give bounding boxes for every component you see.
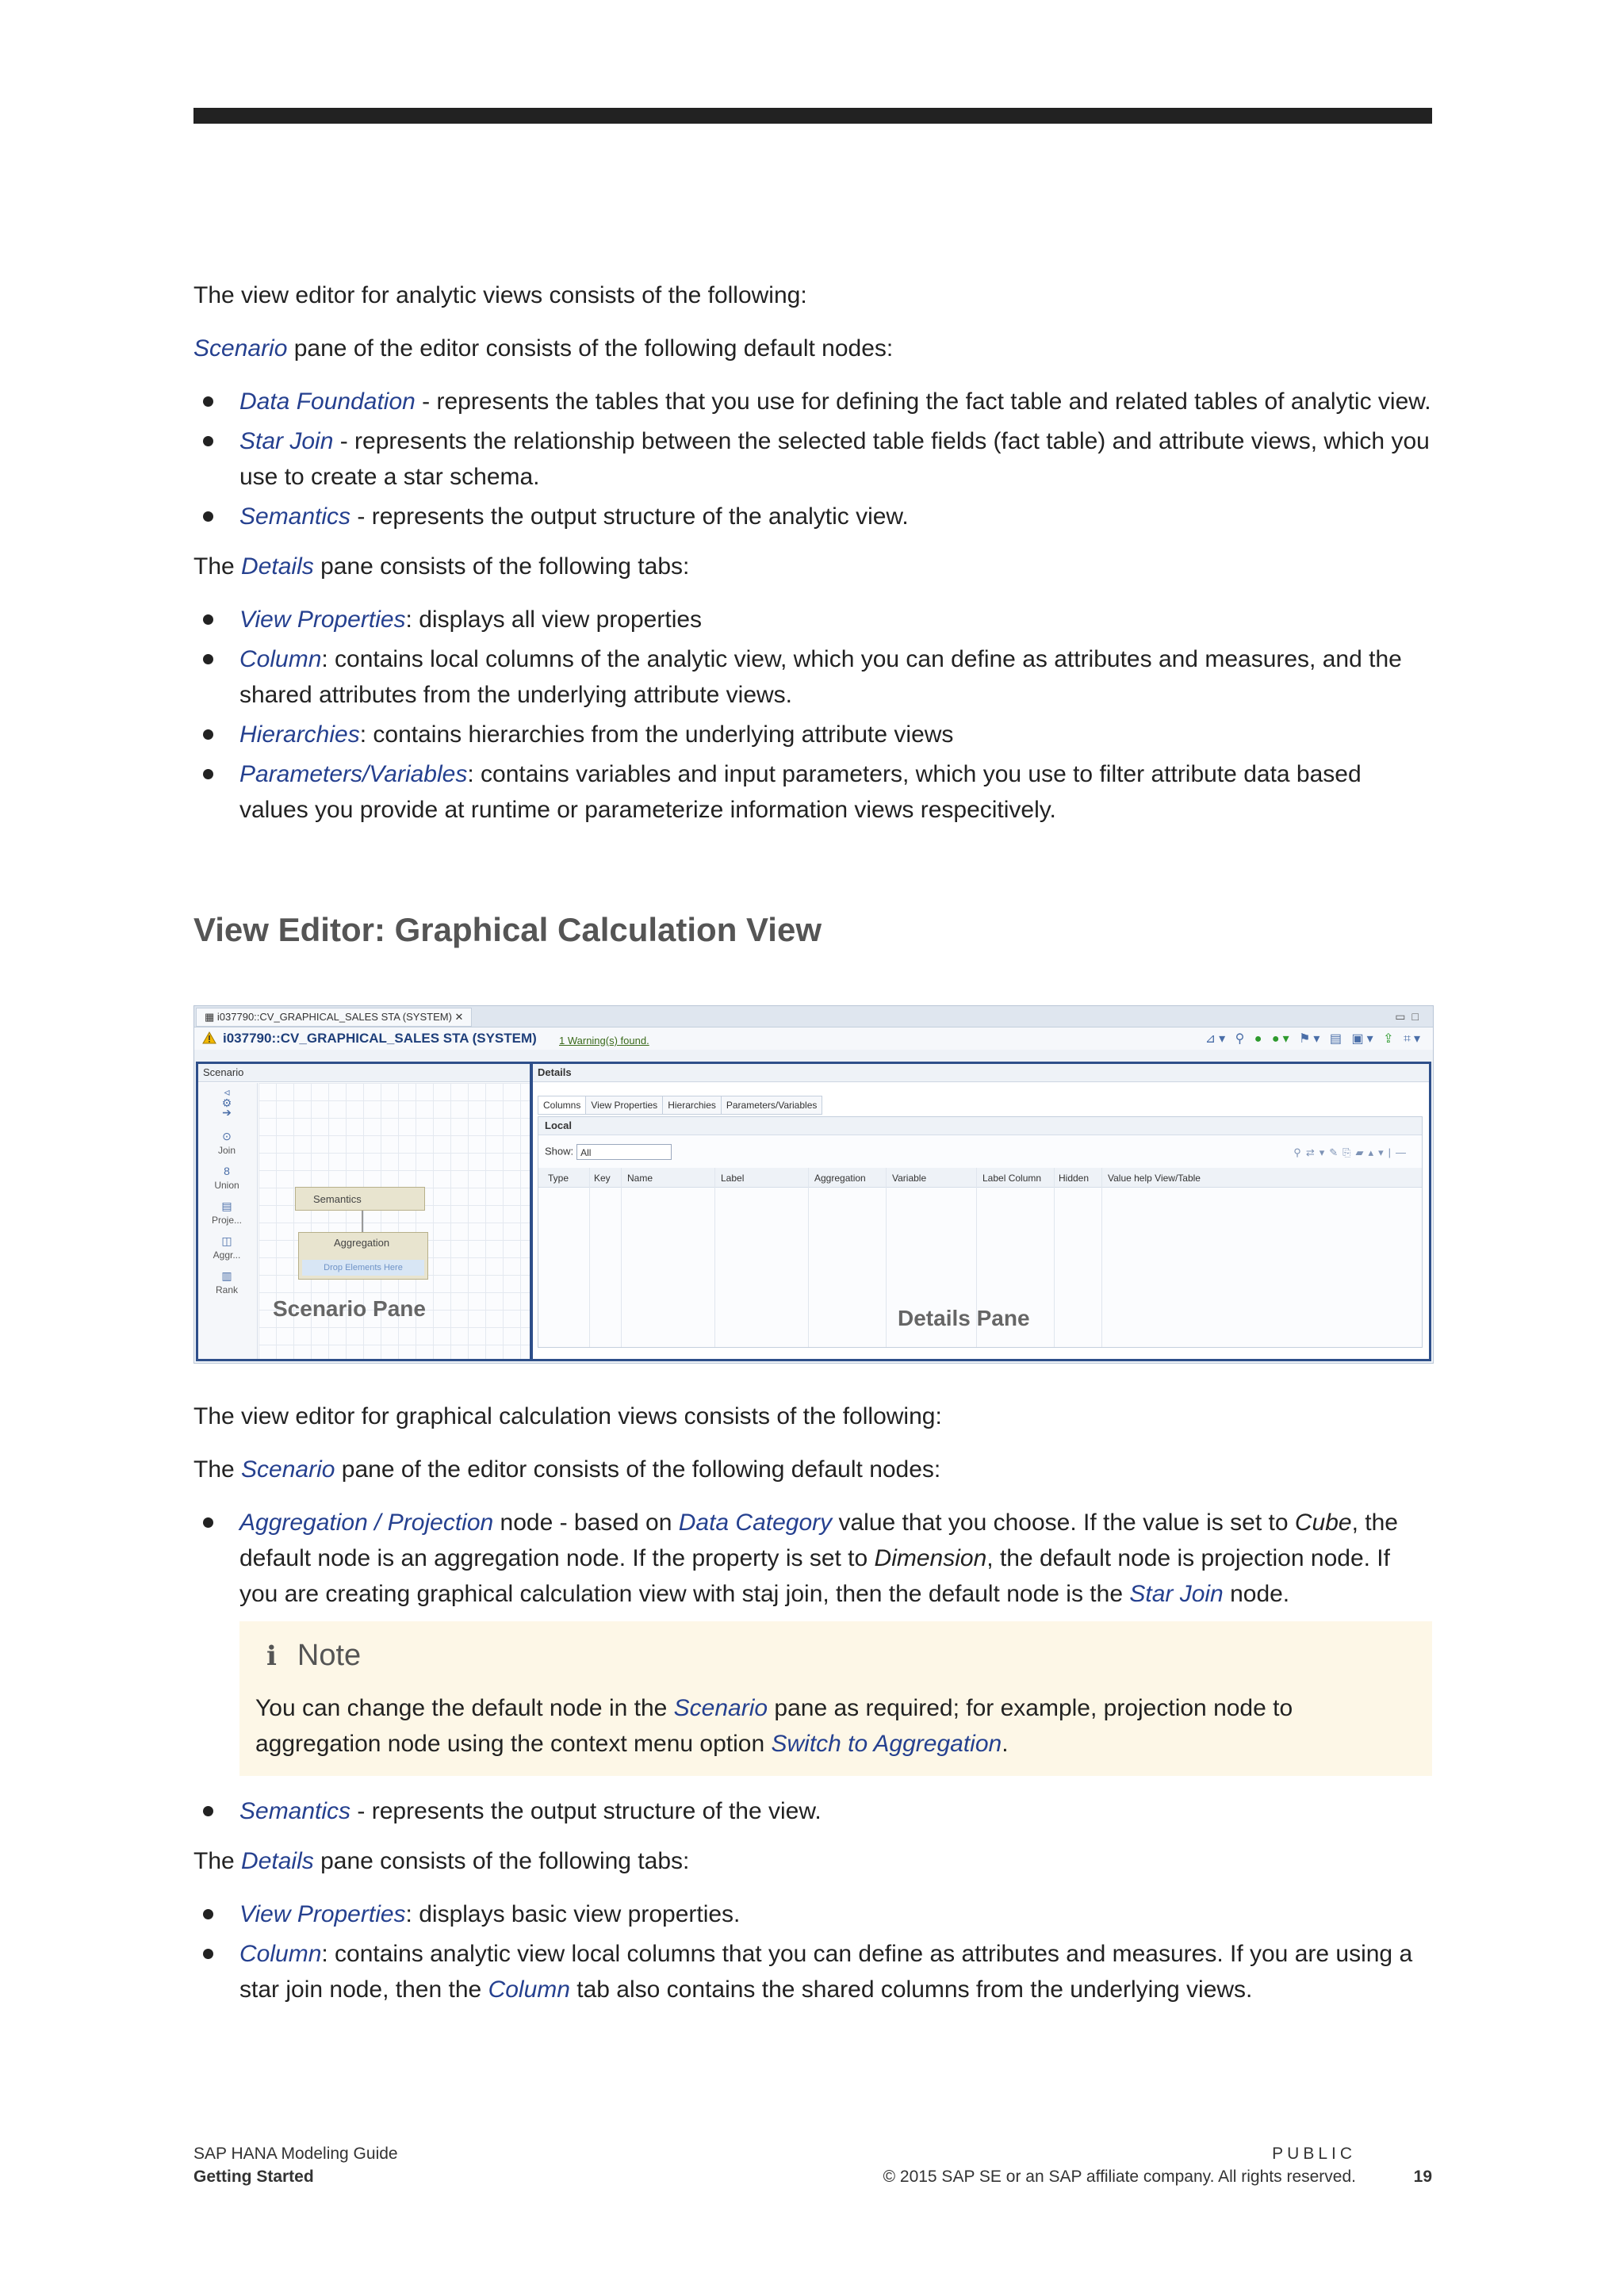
text: : contains local columns of the analytic view, which you can define as attributes and measures, and the shared attributes from the underlying attribute views.	[239, 646, 1402, 708]
text: The	[193, 553, 242, 580]
label: Semantics	[313, 1193, 362, 1205]
footer-right	[883, 2142, 1356, 2188]
analytic-nodes-list	[193, 384, 1432, 534]
intro-analytic: The view editor for analytic views consists of the following:	[193, 282, 807, 308]
scenario-link[interactable]: Scenario	[193, 335, 288, 362]
show-label: Show:	[545, 1145, 574, 1158]
join-icon: ⊙	[222, 1130, 232, 1142]
export-icon[interactable]: ⇪	[1383, 1032, 1397, 1046]
tab-parameters-variables[interactable]: Parameters/Variables	[721, 1096, 823, 1115]
guide-title: SAP HANA Modeling Guide	[193, 2145, 398, 2163]
validate-icon[interactable]: ●	[1254, 1032, 1266, 1046]
text: You can change the default node in the	[255, 1695, 674, 1721]
copy-icon[interactable]: ⎘	[1342, 1146, 1356, 1158]
bullet	[203, 729, 213, 740]
folder-icon[interactable]: ▰	[1355, 1146, 1369, 1158]
details-link[interactable]: Details	[241, 1848, 314, 1874]
aggregation-projection-link[interactable]: Aggregation / Projection	[239, 1510, 494, 1536]
classification-label: PUBLIC	[1272, 2145, 1356, 2163]
text: : contains variables and input parameters, which you use to filter attribute data based values you provide at runtime or parameterize information views respecitively.	[239, 761, 1362, 823]
close-icon[interactable]: ✕	[451, 1011, 464, 1023]
bullet	[203, 614, 213, 625]
section-heading: View Editor: Graphical Calculation View	[193, 911, 822, 948]
editor-tab[interactable]	[196, 1008, 472, 1027]
maximize-icon[interactable]: □	[1411, 1010, 1425, 1023]
view-properties-link[interactable]: View Properties	[239, 607, 406, 633]
col-variable[interactable]: Variable	[892, 1173, 927, 1184]
palette-union[interactable]	[203, 1165, 251, 1192]
calc-nodes-list	[193, 1505, 1432, 1612]
text: pane as required; for example, projection node to aggregation node using the context menu option	[255, 1695, 1293, 1757]
pointer-icon: ➔	[222, 1106, 232, 1119]
copyright: © 2015 SAP SE or an SAP affiliate company. All rights reserved.	[883, 2168, 1356, 2186]
tab-view-properties[interactable]: View Properties	[585, 1096, 663, 1115]
text: node.	[1223, 1581, 1290, 1607]
editor-tab-bar	[194, 1006, 1433, 1027]
edit-icon[interactable]: ✎	[1329, 1146, 1343, 1158]
note-title	[255, 1636, 1416, 1676]
note-title-text: Note	[297, 1639, 362, 1672]
label: Aggr...	[213, 1249, 241, 1261]
col-value-help[interactable]: Value help View/Table	[1108, 1173, 1201, 1184]
intro-calc: The view editor for graphical calculation views consists of the following:	[193, 1403, 942, 1429]
column-divider	[808, 1168, 809, 1347]
list-item	[193, 1793, 1432, 1829]
col-name[interactable]: Name	[627, 1173, 653, 1184]
text: The	[193, 1456, 242, 1483]
analytic-tabs-list	[193, 602, 1432, 828]
list-item	[193, 384, 1432, 419]
text: tab also contains the shared columns from the underlying views.	[569, 1976, 1253, 2003]
node-palette	[198, 1083, 258, 1359]
move-down-icon[interactable]: ▾	[1378, 1146, 1388, 1158]
warning-link[interactable]: 1 Warning(s) found.	[559, 1035, 649, 1047]
list-item	[193, 641, 1432, 713]
list-item	[193, 1505, 1432, 1612]
layout-icon[interactable]: ▣▾	[1351, 1032, 1377, 1046]
column-link[interactable]: Column	[239, 1941, 322, 1967]
palette-join[interactable]	[203, 1131, 251, 1158]
text: .	[1002, 1731, 1009, 1757]
scenario-header: Scenario	[198, 1064, 530, 1082]
list-item	[193, 1896, 1432, 1932]
palette-nav[interactable]	[203, 1085, 251, 1109]
view-title: i037790::CV_GRAPHICAL_SALES STA (SYSTEM)	[223, 1031, 537, 1046]
calc-scenario-line	[193, 1452, 1432, 1487]
analytic-details-line	[193, 549, 1432, 584]
label: Union	[214, 1180, 239, 1191]
calc-tabs-list	[193, 1896, 1432, 2007]
preview-icon[interactable]: ⌗▾	[1403, 1032, 1423, 1046]
col-label[interactable]: Label	[721, 1173, 745, 1184]
text: The	[193, 1848, 242, 1874]
move-up-icon[interactable]: ▴	[1368, 1146, 1379, 1158]
col-aggregation[interactable]: Aggregation	[814, 1173, 866, 1184]
view-file-icon: ▦	[205, 1011, 217, 1023]
text: : displays basic view properties.	[405, 1901, 741, 1927]
page-body	[193, 277, 1432, 2022]
separator-icon: |	[1388, 1146, 1396, 1158]
list-item	[193, 717, 1432, 752]
text: - represents the output structure of the view.	[350, 1798, 822, 1824]
text: node - based on	[493, 1510, 679, 1536]
page-number: 19	[1413, 2168, 1432, 2186]
palette-pointer[interactable]	[203, 1107, 251, 1119]
scenario-pane-label: Scenario Pane	[273, 1296, 426, 1321]
bullet	[203, 1806, 213, 1816]
column-link[interactable]: Column	[488, 1976, 570, 2003]
back-icon: ◃ ⚙	[221, 1085, 232, 1109]
column-divider	[1054, 1168, 1055, 1347]
star-join-link[interactable]: Star Join	[1129, 1581, 1224, 1607]
details-link[interactable]: Details	[241, 553, 314, 580]
column-divider	[714, 1168, 715, 1347]
label: Proje...	[211, 1215, 242, 1226]
list-item	[193, 1936, 1432, 2007]
header-rule	[193, 108, 1432, 124]
footer-left	[193, 2142, 398, 2188]
tab-columns[interactable]: Columns	[538, 1096, 586, 1115]
show-select[interactable]: All	[576, 1144, 672, 1160]
info-icon: i	[266, 1640, 277, 1672]
window-buttons	[1395, 1009, 1425, 1024]
bullet	[203, 1909, 213, 1919]
view-properties-link[interactable]: View Properties	[239, 1901, 406, 1927]
calc-details-line	[193, 1843, 1432, 1879]
editor-screenshot	[193, 1005, 1434, 1364]
details-pane-label: Details Pane	[898, 1306, 1030, 1330]
scenario-link[interactable]: Scenario	[673, 1695, 768, 1721]
calc-nodes-list-2	[193, 1793, 1432, 1829]
add-icon[interactable]: ⇄▾	[1305, 1146, 1330, 1158]
column-divider	[621, 1168, 622, 1347]
bullet	[203, 511, 213, 522]
column-divider	[886, 1168, 887, 1347]
label: Aggregation	[334, 1237, 390, 1249]
document-icon[interactable]: ▤	[1329, 1032, 1346, 1046]
star-join-link[interactable]: Star Join	[239, 428, 334, 454]
semantics-link[interactable]: Semantics	[239, 1798, 351, 1824]
details-header: Details	[533, 1064, 1429, 1082]
show-filter	[545, 1144, 672, 1160]
minimize-icon[interactable]: ▭	[1395, 1010, 1412, 1023]
cube-term: Cube	[1294, 1510, 1352, 1536]
column-divider	[1101, 1168, 1102, 1347]
scenario-link[interactable]: Scenario	[241, 1456, 335, 1483]
activate-icon[interactable]: ●▾	[1271, 1032, 1293, 1046]
details-pane	[530, 1062, 1431, 1361]
text: - represents the relationship between the selected table fields (fact table) and attribute views, which you use to create a star schema.	[239, 428, 1430, 490]
text: : contains analytic view local columns that you can define as attributes and measures. If you are using a star join node, then the	[239, 1941, 1413, 2003]
text: pane consists of the following tabs:	[313, 553, 690, 580]
list-item	[193, 499, 1432, 534]
col-key[interactable]: Key	[594, 1173, 611, 1184]
text: - represents the tables that you use for defining the fact table and related tables of analytic view.	[415, 388, 1431, 415]
bullet	[203, 769, 213, 779]
text: , the default node is projection node. If you are creating graphical calculation view with staj join, then the default node is the	[239, 1545, 1390, 1607]
binoculars-icon[interactable]: ⚲	[1235, 1032, 1248, 1046]
note-body	[255, 1690, 1416, 1762]
hierarchies-link[interactable]: Hierarchies	[239, 721, 360, 748]
drop-zone[interactable]: Drop Elements Here	[302, 1260, 424, 1276]
col-label-column[interactable]: Label Column	[982, 1173, 1042, 1184]
list-item	[193, 602, 1432, 637]
list-item	[193, 423, 1432, 495]
filter-icon[interactable]: ⚑▾	[1299, 1032, 1323, 1046]
delete-icon[interactable]: —	[1396, 1146, 1411, 1158]
aggregation-node[interactable]	[298, 1232, 428, 1280]
search-icon[interactable]: ⚲	[1293, 1146, 1306, 1158]
col-hidden[interactable]: Hidden	[1059, 1173, 1090, 1184]
semantics-link[interactable]: Semantics	[239, 503, 351, 530]
local-header: Local	[538, 1117, 1422, 1135]
column-link[interactable]: Column	[239, 646, 322, 672]
column-toolbar	[1293, 1146, 1411, 1160]
dimension-term: Dimension	[874, 1545, 987, 1571]
scenario-pane	[196, 1062, 532, 1361]
node-connector	[362, 1211, 363, 1232]
palette-aggregation[interactable]	[203, 1235, 251, 1262]
text: value that you choose. If the value is set to	[832, 1510, 1295, 1536]
tab-title: i037790::CV_GRAPHICAL_SALES STA (SYSTEM)	[216, 1011, 452, 1023]
semantics-node[interactable]	[295, 1187, 425, 1211]
column-header-row	[538, 1168, 1422, 1188]
data-category-link[interactable]: Data Category	[678, 1510, 833, 1536]
palette-rank[interactable]	[203, 1270, 251, 1297]
text: - represents the output structure of the analytic view.	[350, 503, 909, 530]
label: Rank	[215, 1284, 238, 1295]
text: pane of the editor consists of the following default nodes:	[287, 335, 894, 362]
palette-projection[interactable]	[203, 1200, 251, 1227]
text: : contains hierarchies from the underlying attribute views	[359, 721, 954, 748]
bullet	[203, 654, 213, 664]
analytic-scenario-line	[193, 331, 1432, 366]
rank-icon: ▥	[221, 1269, 232, 1282]
chart-icon[interactable]: ⊿▾	[1205, 1032, 1229, 1046]
union-icon: 8	[224, 1165, 230, 1177]
data-foundation-link[interactable]: Data Foundation	[239, 388, 416, 415]
note-box	[239, 1621, 1432, 1776]
text: pane of the editor consists of the following default nodes:	[335, 1456, 941, 1483]
aggregation-icon: ◫	[221, 1234, 232, 1247]
warning-icon	[202, 1031, 216, 1044]
text: pane consists of the following tabs:	[313, 1848, 690, 1874]
bullet	[203, 1517, 213, 1528]
details-tabs	[538, 1096, 822, 1113]
section-title: Getting Started	[193, 2168, 314, 2186]
bullet	[203, 396, 213, 407]
list-item	[193, 756, 1432, 828]
projection-icon: ▤	[221, 1200, 232, 1212]
column-divider	[589, 1168, 590, 1347]
col-type[interactable]: Type	[548, 1173, 569, 1184]
text: : displays all view properties	[405, 607, 703, 633]
text: , the default node is an aggregation node. If the property is set to	[239, 1510, 1398, 1571]
label: Join	[217, 1145, 236, 1156]
parameters-variables-link[interactable]: Parameters/Variables	[239, 761, 468, 787]
switch-to-aggregation-link[interactable]: Switch to Aggregation	[771, 1731, 1002, 1757]
bullet	[203, 1949, 213, 1959]
tab-hierarchies[interactable]: Hierarchies	[662, 1096, 722, 1115]
editor-toolbar	[1205, 1032, 1423, 1047]
bullet	[203, 436, 213, 446]
